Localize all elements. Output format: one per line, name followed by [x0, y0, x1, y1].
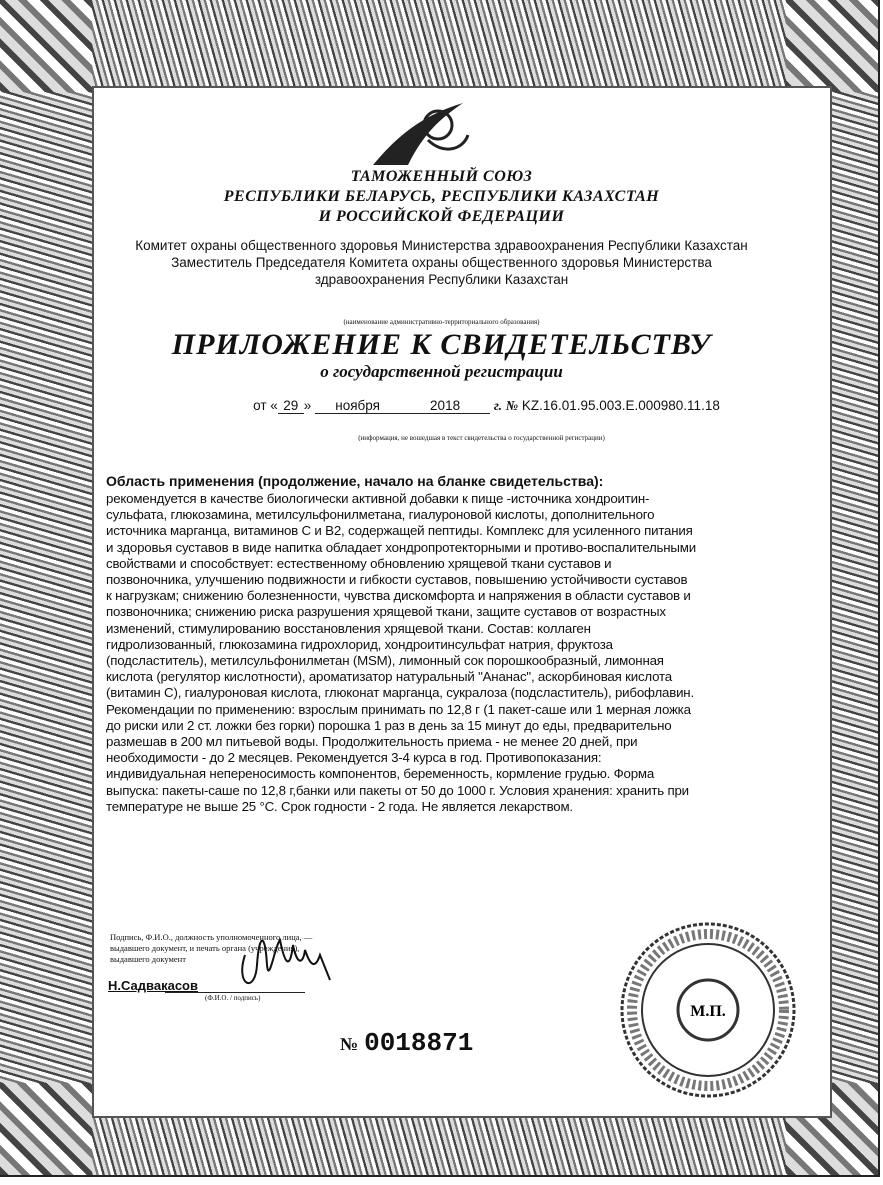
body-text-line: источника марганца, витаминов С и В2, содержащей пептиды. Комплекс для усиленного питания [106, 523, 693, 539]
body-text-line: позвоночника, улучшению подвижности и гибкости суставов, повышению устойчивости суставов [106, 572, 688, 588]
body-text-line: кислота (регулятор кислотности), ароматизатор натуральный "Ананас", аскорбиновая кислота [106, 669, 672, 685]
number-label: № [505, 398, 519, 413]
body-text-line: рекомендуется в качестве биологически активной добавки к пище -источника хондроитин- [106, 491, 650, 506]
committee-line-3: здравоохранения Республики Казахстан [314, 272, 569, 287]
date-prefix: от « [253, 398, 278, 413]
document-title: ПРИЛОЖЕНИЕ К СВИДЕТЕЛЬСТВУ [171, 328, 712, 361]
customs-union-emblem [368, 95, 478, 170]
body-text-line: выпуска: пакеты-саше по 12,8 г,банки или пакеты от 50 до 1000 г. Условия хранения: хранить при [106, 782, 689, 798]
body-text-line: (подсластитель), метилсульфонилметан (MSM), лимонный сок порошкообразный, лимонная [106, 653, 664, 669]
handwritten-signature [235, 925, 355, 995]
body-text-line: до риски или 2 ст. ложки без горки) порошка 1 раз в день за 15 минут до еды, предварительно [106, 717, 672, 733]
document-subtitle: о государственной регистрации [320, 362, 563, 381]
body-text-line: и здоровья суставов в виде напитка обладает хондропротекторными и противо-воспалительными [106, 539, 696, 555]
committee-line-2: Заместитель Председателя Комитета охраны общественного здоровья Министерства [171, 255, 712, 270]
body-text-line: свойствами и способствует: естественному обновлению хрящевой ткани суставов и [106, 555, 612, 571]
date-month: ноября [315, 398, 400, 414]
serial-label: № [340, 1034, 359, 1054]
body-text-line: индивидуальная непереносимость компонентов, беременность, кормление грудью. Форма [106, 766, 655, 782]
body-text-line: позвоночника; снижению риска разрушения хрящевой ткани, защите суставов от возрастных [106, 604, 666, 620]
section-title: Область применения (продолжение, начало на бланке свидетельства): [106, 473, 604, 489]
stamp-label: М.П. [690, 1003, 726, 1020]
body-text-line: размешав в 200 мл питьевой воды. Продолжительность приема - не менее 20 дней, при [106, 734, 638, 750]
date-day: 29 [278, 398, 304, 414]
date-suffix: » [303, 398, 312, 413]
body-text-line: Рекомендации по применению: взрослым принимать по 12,8 г (1 пакет-саше или 1 мерная ложка [106, 701, 691, 717]
serial-number [340, 1028, 473, 1058]
union-line-2: РЕСПУБЛИКИ БЕЛАРУСЬ, РЕСПУБЛИКИ КАЗАХСТАН [223, 188, 660, 205]
signatory-name: Н.Садвакасов [108, 978, 198, 993]
body-text-line: сульфата, глюкозамина, метилсульфонилметана, гиалуроновой кислоты, дополнительного [106, 507, 655, 523]
committee-caption: (наименование административно-территориального образования) [343, 318, 540, 326]
body-text-line: температуре не выше 25 °С. Срок годности - 2 года. Не является лекарством. [106, 798, 573, 814]
date-year: 2018 [400, 398, 490, 414]
body-text-line: гидролизованный, глюкозамина гидрохлорид, хондроитинсульфат натрия, фруктоза [106, 636, 613, 652]
year-suffix: г. [493, 398, 503, 413]
signature-caption-3: выдавшего документ [110, 954, 186, 964]
registration-number: KZ.16.01.95.003.E.000980.11.18 [521, 398, 720, 413]
body-text-line: необходимости - до 2 месяцев. Рекомендуется 3-4 курса в год. Противопоказания: [106, 750, 602, 766]
union-line-1: ТАМОЖЕННЫЙ СОЮЗ [350, 168, 533, 185]
official-stamp [618, 920, 798, 1100]
scope-section [106, 473, 821, 815]
body-text-line: (витамин С), гиалуроновая кислота, глюконат марганца, сукралоза (подсластитель), рибофлавин. [106, 685, 694, 701]
date-line [0, 398, 883, 414]
serial-value: 0018871 [364, 1028, 474, 1058]
body-text-line: к нагрузкам; снижению болезненности, чувства дискомфорта и напряжения в области суставов и [106, 588, 691, 604]
signature-caption-1: Подпись, Ф.И.О., должность уполномоченного лица, — [110, 932, 313, 942]
signature-name-caption: (Ф.И.О. / подпись) [205, 994, 261, 1002]
info-caption: (информация, не вошедшая в текст свидетельства о государственной регистрации) [358, 434, 605, 442]
body-text-line: изменений, стимулированию восстановления хрящевой ткани. Состав: коллаген [106, 620, 591, 636]
union-line-3: И РОССИЙСКОЙ ФЕДЕРАЦИИ [318, 208, 565, 225]
signature-caption-2: выдавшего документ, и печать органа (учреждения), [110, 943, 300, 953]
committee-line-1: Комитет охраны общественного здоровья Министерства здравоохранения Республики Казахстан [135, 238, 748, 253]
